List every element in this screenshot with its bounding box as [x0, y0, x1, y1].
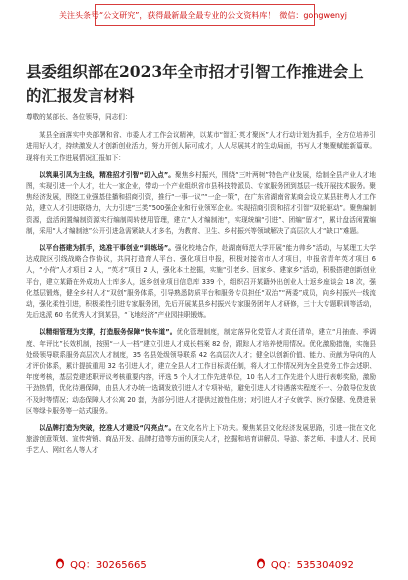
promo-banner-wechat: 微信：gongwenyj — [279, 10, 347, 20]
contact-qq-2[interactable] — [255, 556, 354, 571]
paragraph-text: 优化管理制度，制定落异化党管人才责任清单，建立“月抽查、季调度、年评比”长效机制，按照“一人一档”建立引进人才成长档案 82 份，跟踪人才培养使用情况。优化激励措施，实施县处级领导联系服务高层次人才制度，35 名县处级领导联系 42 名高层次人才；健全以创新价值、能力、贡献为导向的人才评价体系，累计提拔重用 32 名引进人才，建立全县人才工作目标责任制，将人才工作情况列为全县党务工作会述职、年度考核，基层党建述职评议考核重要内容，评选 5 个人才工作先进单位，10 名人才工作先进个人进行表彰奖励，激励干劲热情，优化待遇保障，由县人才办统一选调发放引进人才专项补贴，避免引进人才待遇落实程度不一、分散导位发放不及时等情况；动态保障人才公寓 20 套，为部分引进人才提供过渡性住房；对引进人才子女就学、医疗保健、免费进景区等绿卡服务等一站式服务。 — [26, 328, 376, 415]
paragraph-lead: 以平台搭建为抓手，选准干事创业“训练场”。 — [39, 244, 175, 253]
paragraph-lead: 以精细管理为支撑，打造服务保障“快车道”。 — [39, 328, 177, 337]
paragraph-intro — [26, 130, 376, 164]
contact-qq-1-text: QQ：30265665 — [70, 559, 147, 571]
paragraph-talent-attraction — [26, 170, 376, 237]
paragraph-brand — [26, 423, 376, 457]
promo-banner[interactable] — [59, 4, 347, 26]
paragraph-lead: 以筑巢引凤为主线，精准招才引智“切入点”。 — [39, 170, 175, 179]
paragraph-text: 在文化名片上下功夫。聚焦某县文化经济发展思路，引进一批在文化旅游创意策划、宣传营销、商品开发、品牌打造等方面的顶尖人才，挖掘和培育讲解员、导游、茶艺师、非遗人才、民间手艺人、网红名人等人才 — [26, 424, 377, 455]
contact-footer — [0, 546, 408, 580]
salutation: 尊敬的某部长、各位领导，同志们： — [26, 113, 132, 121]
paragraph-text: 强化校地合作，赴湖南师范大学开展“能力帅乡”活动，与某理工大学达成院区引线战略合作协议，共同打造育人平台、强化项目申报，积极对接省市人才项目，申报省青年英才项目 6 人，“小荷”人才项目 2 人，“英才”项目 2 人，强化本土挖掘，实施“引老乡、回家乡、建家乡”活动，积极搭建创新创业平台，建立某籍在外成功人士库多人，返乡创业项目信息库 339 个，组织召开某籍外出创业人士返乡座谈会 18 次，强化基层锻炼，健全乡村人才“双创”服务体系，引导熟悉防质平台和服务专员担任“双治”“两委”成员，向乡村振兴一线流动，强化柔性引进，积极柔性引进专家服务团，先后开展某县乡村振兴专家服务团年人才研修，三十大专题职训等活动，先后选派 60 名优秀人才到某县，“飞地经济”产业园挂职锻炼。 — [26, 244, 376, 320]
paragraph-platform — [26, 243, 376, 321]
document-title: 县委组织部在2023年全市招才引智工作推进会上的汇报发言材料 — [26, 62, 364, 105]
penguin-icon — [54, 557, 66, 569]
penguin-icon — [255, 557, 267, 569]
paragraph-lead: 以品牌打造为突破，挖准人才建设“闪亮点”。 — [39, 424, 176, 433]
paragraph-text: 某县全面落实中央部署和省、市委人才工作会议精神，以某市“智汇·英才聚医”人才行动计划为抓手，全方位培养引进用好人才，持续激发人才创新创业活力，努力开创人际可成才，人人尽展其才的生动局面，书写人才集聚赋能新篇章。现将有关工作进展情况汇报如下： — [26, 131, 376, 162]
paragraph-management — [26, 327, 376, 417]
paragraph-text: 聚焦乡村振兴，围绕“三叶两树”特色产业发展，绘制全县产业人才地图，实现引进一个人才，壮大一家企业，带动一个产业组织省市县科技特派员、专家服务团到基层一线开展技术服务。聚焦经济发展，围绕工业强基佳播和招商引资，推行“一事一议”“一企一策”，在广东省湖南省某商会设立某县驻粤人才工作站，建立人才引进联络力，大力引进“三类”500强企业和行业领军企业。实现招商引资和招才引智“双轮驱动”。聚焦编制资源，盘活闲置编制资源实行编制周转使用管理，建立“人才编制池”，实现统编“引进”、团编“留才”，累计盘活闲置编制，采用“人才编制池”公开引进急需紧缺人才多名，为教育、卫生、乡村振兴等领域解决了高层次人才“缺口”难题。 — [26, 170, 376, 235]
promo-banner-text: 关注头条号“公文研究”，获得最新最全最专业的公文资料库！ — [59, 10, 276, 20]
document-body — [26, 112, 376, 463]
contact-qq-2-text: QQ：535304092 — [270, 559, 354, 571]
contact-qq-1[interactable] — [54, 556, 147, 571]
